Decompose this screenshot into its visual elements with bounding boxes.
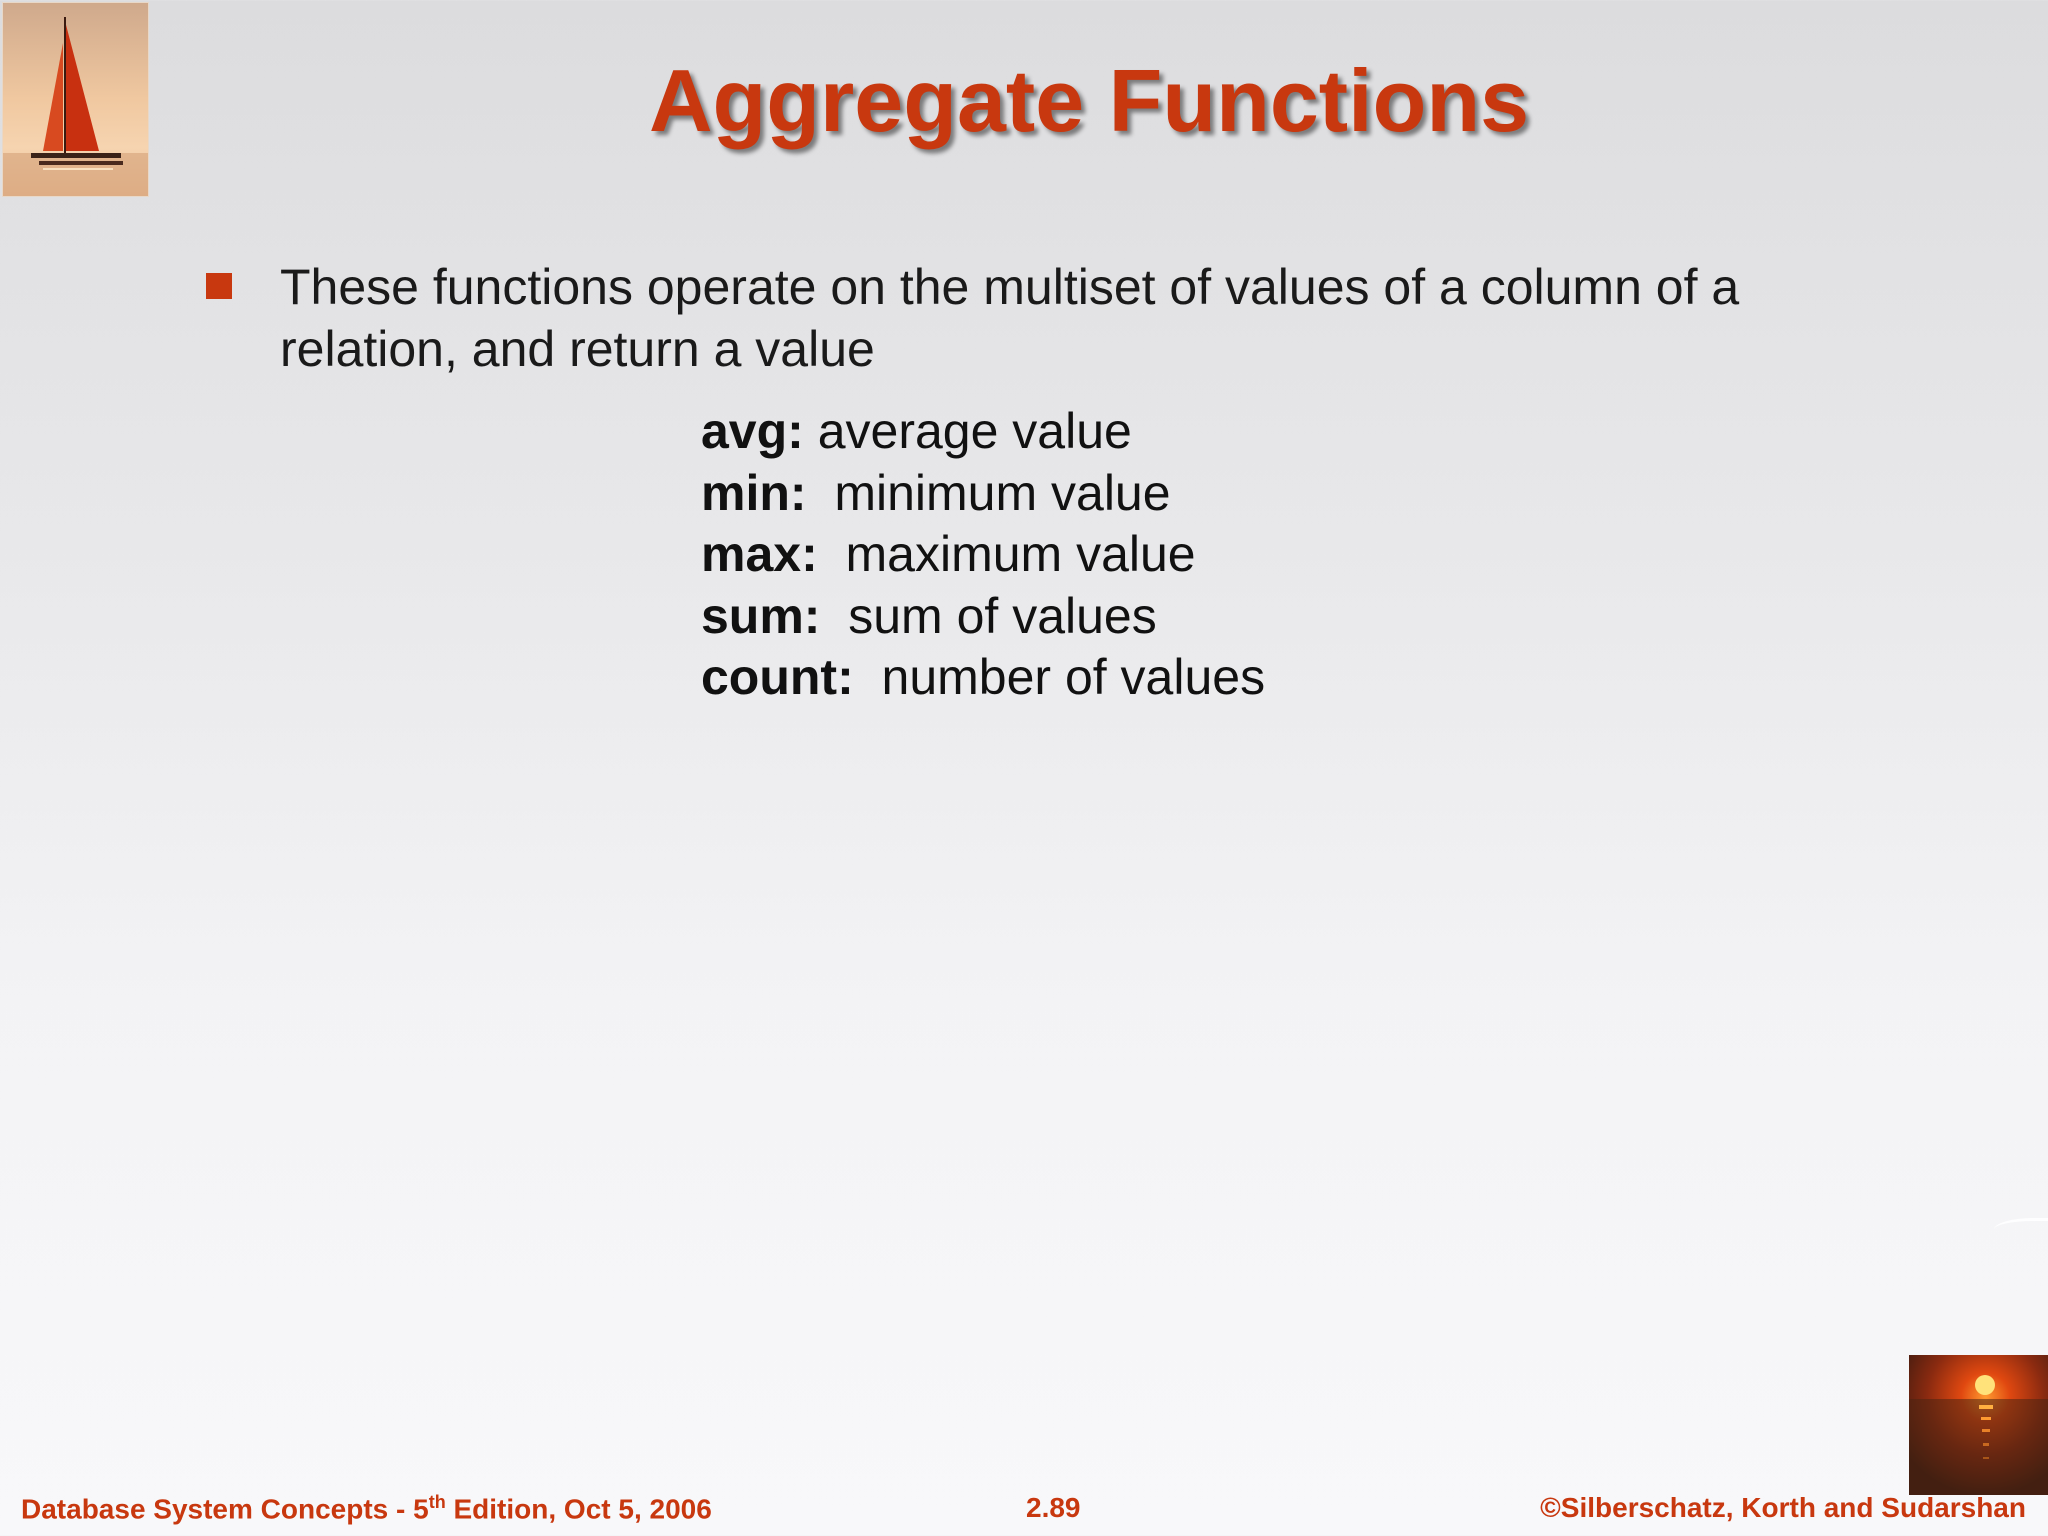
definition-max	[701, 524, 1265, 586]
function-description: maximum value	[817, 526, 1196, 582]
square-bullet-icon	[206, 273, 232, 299]
function-name: max:	[701, 526, 818, 582]
footer-title-prefix: Database System Concepts - 5	[21, 1493, 429, 1525]
function-description: number of values	[853, 649, 1266, 705]
function-description: average value	[803, 403, 1132, 459]
decorative-swish	[1994, 1218, 2048, 1241]
function-name: sum:	[701, 587, 821, 644]
function-name: avg:	[701, 403, 804, 459]
footer-page-number: 2.89	[1026, 1492, 1081, 1523]
sunset-logo	[1909, 1355, 2048, 1495]
definition-sum	[701, 586, 1265, 648]
footer-copyright: ©Silberschatz, Korth and Sudarshan	[1540, 1492, 2026, 1523]
definition-min	[701, 463, 1265, 525]
function-name: count:	[701, 649, 854, 705]
definition-avg	[701, 401, 1265, 463]
bullet-text: These functions operate on the multiset of values of a column of a relation, and return a value	[280, 259, 1740, 377]
function-description: sum of values	[820, 587, 1157, 644]
slide-title: Aggregate Functions	[648, 51, 1530, 150]
definition-count	[701, 647, 1265, 709]
footer-title-suffix: Edition, Oct 5, 2006	[445, 1493, 712, 1525]
footer-book-title	[21, 1492, 712, 1525]
function-description: minimum value	[806, 464, 1171, 521]
footer-edition-superscript: th	[428, 1492, 446, 1512]
function-definitions	[701, 401, 1265, 709]
function-name: min:	[701, 464, 807, 521]
